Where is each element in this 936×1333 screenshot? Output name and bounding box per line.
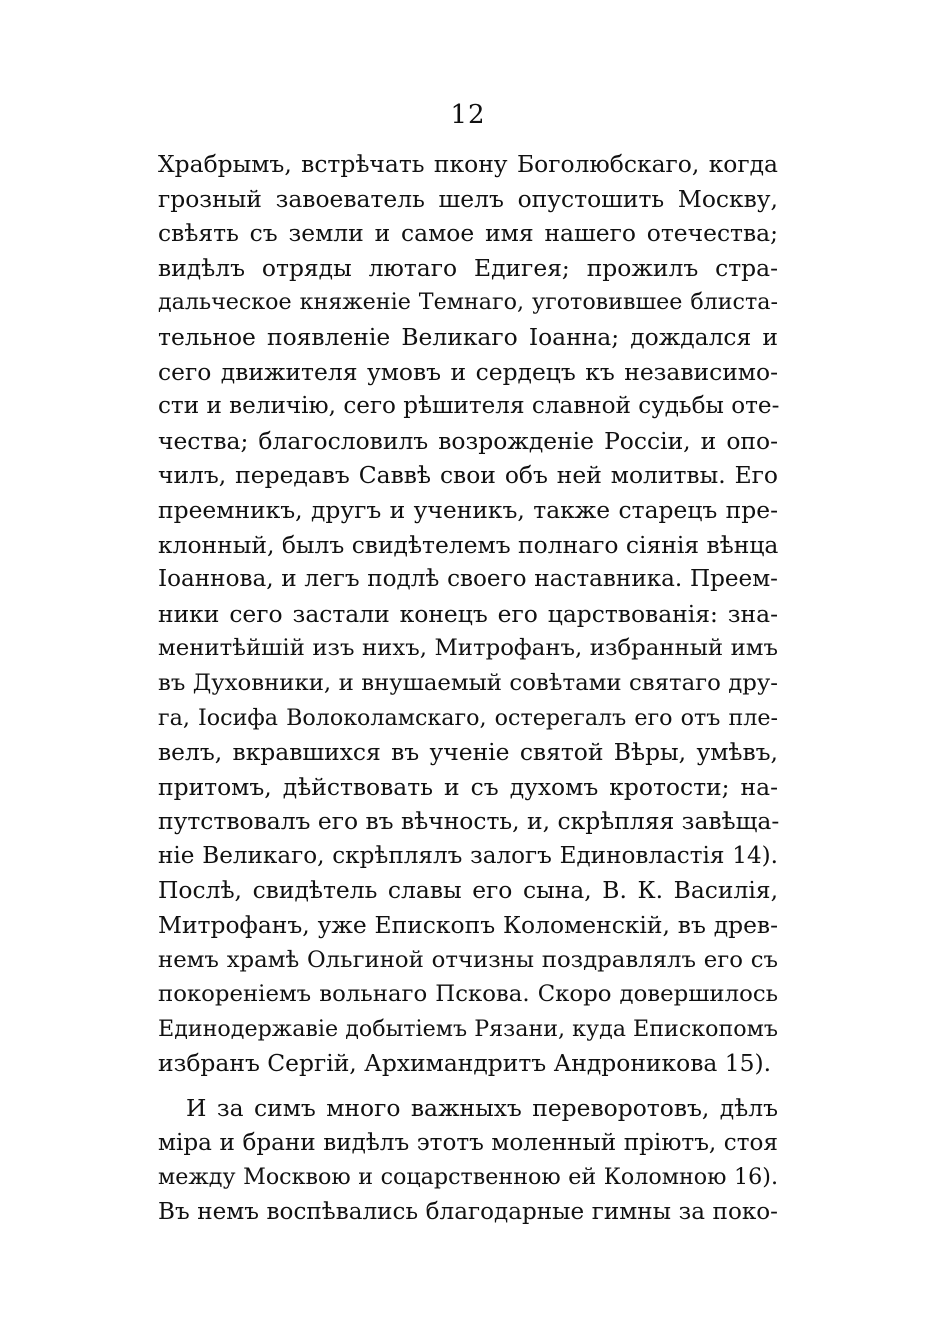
text-line: Іоаннова, и легъ подлѣ своего наставника. Преем- [158,566,778,593]
text-line: Въ немъ воспѣвались благодарные гимны за поко- [158,1198,778,1225]
text-line: менитѣйшій изъ нихъ, Митрофанъ, избранный имъ [158,635,778,662]
text-line: Храбрымъ, встрѣчать пкону Боголюбскаго, когда [158,150,778,178]
text-line: немъ храмѣ Ольгиной отчизны поздравлялъ его съ [158,946,778,973]
text-line: Митрофанъ, уже Епископъ Коломенскій, въ древ- [158,911,778,940]
text-line: путствовалъ его въ вѣчность, и, скрѣпляя завѣща- [158,807,780,836]
text-line: И за симъ много важныхъ переворотовъ, дѣлъ [186,1094,778,1123]
text-line: Единодержавіе добытіемъ Рязани, куда Епископомъ [158,1015,778,1042]
text-line: дальческое княженіе Темнаго, уготовившее блиста- [158,289,778,316]
paragraph-2 [158,1091,778,1229]
text-line: притомъ, дѣйствовать и съ духомъ кротости; на- [158,772,778,801]
page-number: 12 [450,100,486,130]
text-line: преемникъ, другъ и ученикъ, также старецъ пре- [158,495,778,524]
text-line: ники сего застали конецъ его царствованія: зна- [158,599,778,628]
body-text [158,147,778,1229]
text-line: грозный завоеватель шелъ опустошить Москву, [158,184,778,213]
text-line: покореніемъ вольнаго Пскова. Скоро довершилось [158,981,778,1008]
paragraph-gap [158,1081,778,1091]
text-line: сего движителя умовъ и сердецъ къ независимо- [158,357,778,386]
text-line: тельное появленіе Великаго Іоанна; дождался и [158,322,778,351]
text-line: чества; благословилъ возрожденіе Россіи, и опо- [158,426,778,455]
text-line: міра и брани видѣлъ этотъ моленный пріютъ, стоя [158,1129,778,1156]
text-line: ніе Великаго, скрѣплялъ залогъ Единовластія 14). [158,842,778,869]
text-line: между Москвою и соцарственною ей Коломною 16). [158,1164,778,1191]
text-line: велъ, вкравшихся въ ученіе святой Вѣры, умѣвъ, [158,738,778,767]
text-line: клонный, былъ свидѣтелемъ полнаго сіянія вѣнца [158,530,779,559]
text-line: свѣять съ земли и самое имя нашего отечества; [158,219,778,248]
text-line: чилъ, передавъ Саввѣ свои объ ней молитвы. Его [158,461,778,490]
text-line: видѣлъ отряды лютаго Едигея; прожилъ стра- [158,253,778,282]
text-line: Послѣ, свидѣтель славы его сына, В. К. Василія, [158,876,778,905]
paragraph-1 [158,147,778,1081]
text-line: въ Духовники, и внушаемый совѣтами святаго дру- [158,669,778,696]
text-line: га, Іосифа Волоколамскаго, остерегалъ его отъ пле- [158,704,778,731]
text-line: избранъ Сергій, Архимандритъ Андроникова 15). [158,1049,772,1078]
text-line: сти и величію, сего рѣшителя славной судьбы оте- [158,393,780,420]
